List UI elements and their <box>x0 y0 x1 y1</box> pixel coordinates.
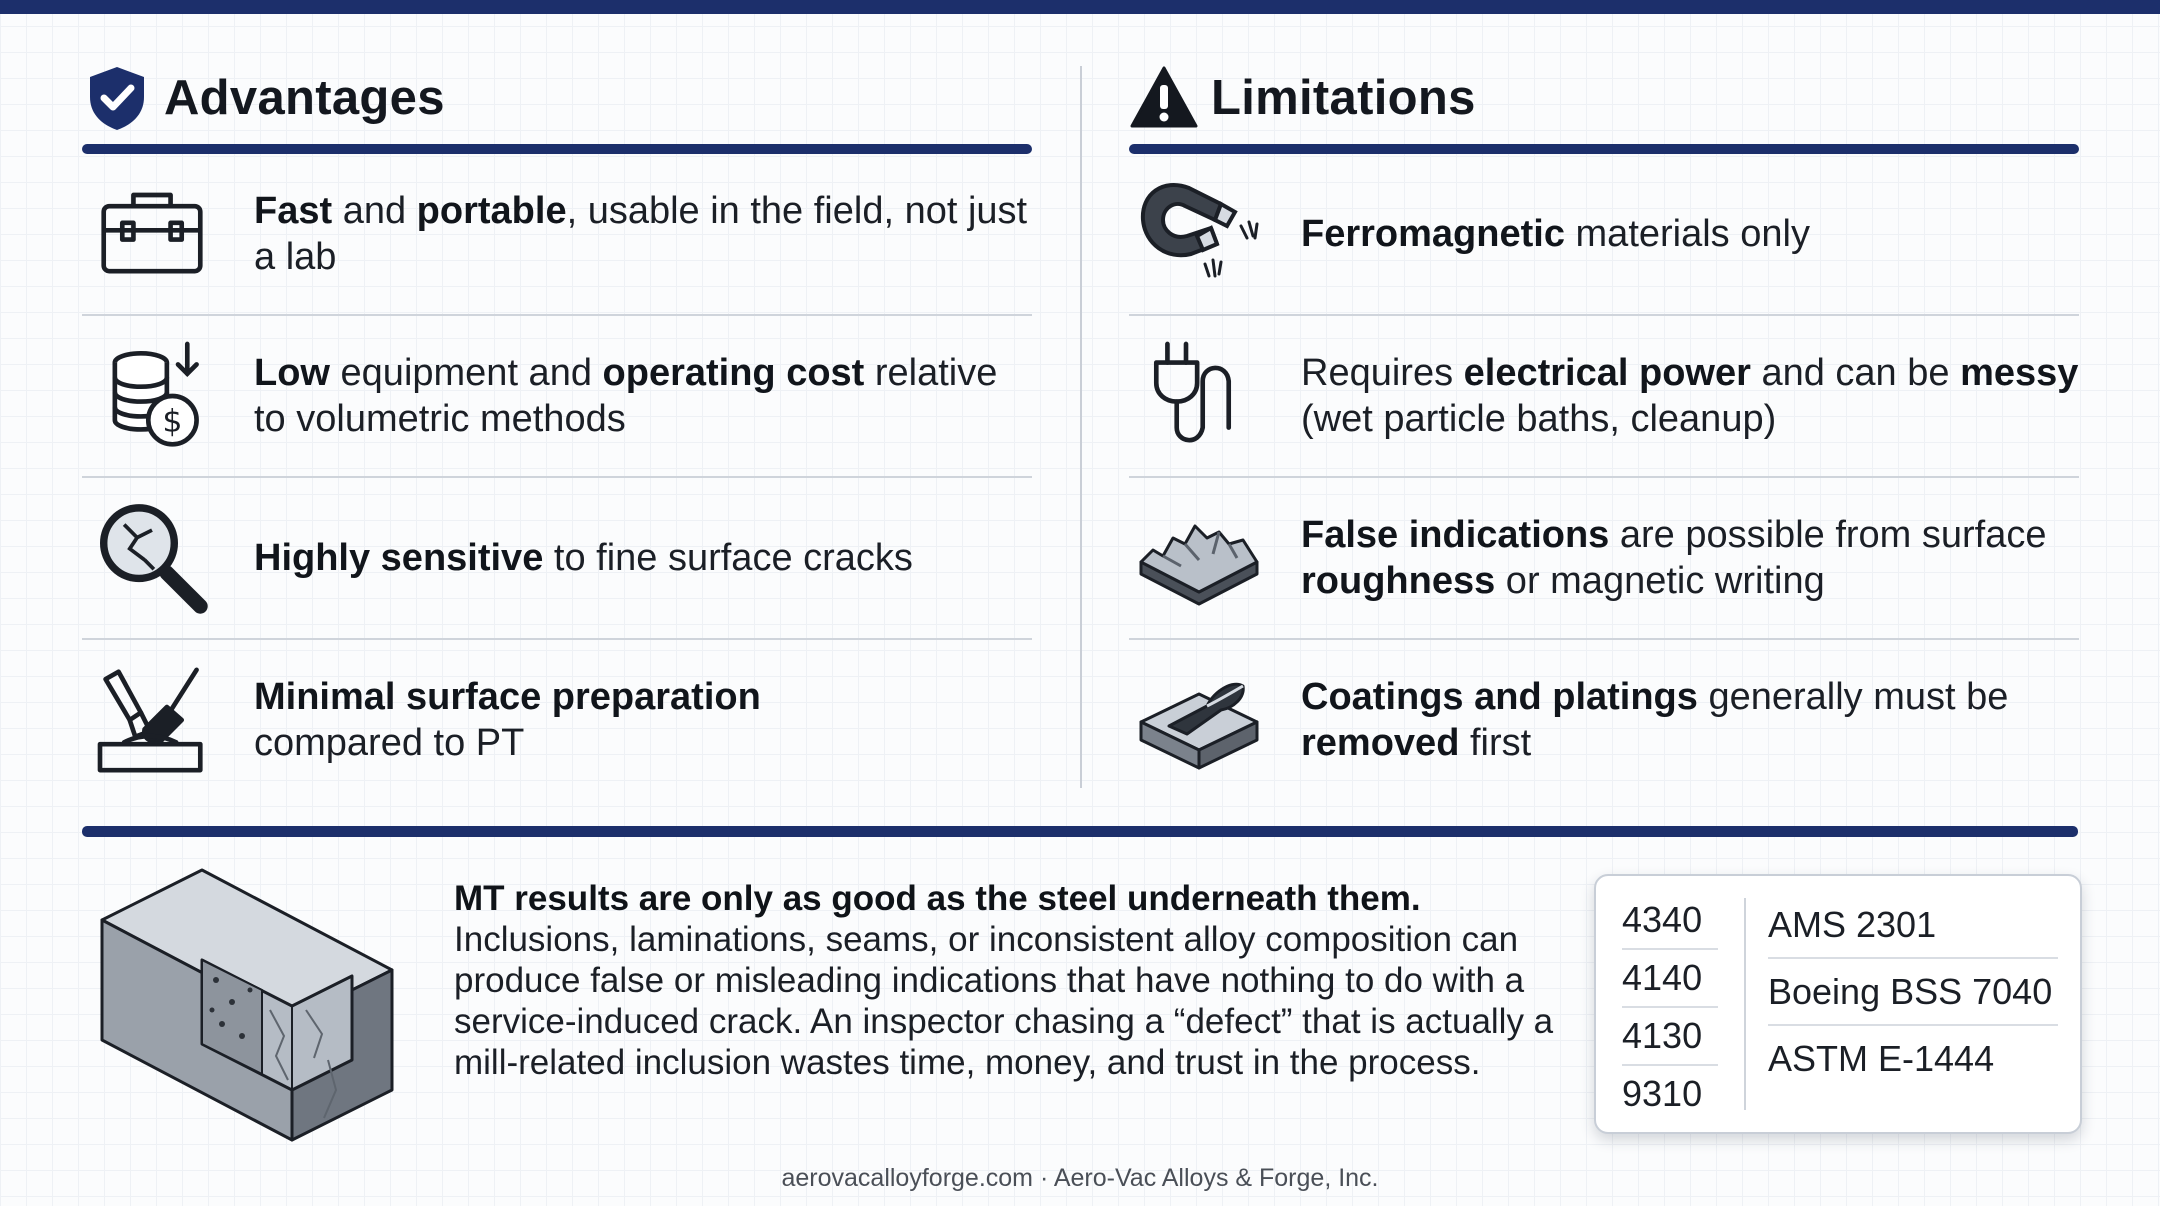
advantage-item <box>82 154 1032 316</box>
coating-peel-icon <box>1129 650 1269 790</box>
section-divider-bar <box>82 826 2078 837</box>
advantage-text: Fast and portable, usable in the field, not just a lab <box>254 190 1028 278</box>
rough-surface-icon <box>1129 488 1269 628</box>
magnifier-crack-icon <box>82 488 222 628</box>
advantage-text: Low equipment and operating cost relative to volumetric methods <box>254 352 998 440</box>
spec-standard: ASTM E-1444 <box>1768 1038 1995 1079</box>
advantage-item <box>82 478 1032 640</box>
limitations-underline <box>1129 144 2079 154</box>
spec-list <box>1768 892 2058 1091</box>
callout-paragraph <box>454 878 1574 1083</box>
limitation-text: Ferromagnetic materials only <box>1301 213 1810 255</box>
power-plug-icon <box>1129 326 1269 466</box>
brush-scraper-icon <box>82 650 222 790</box>
spec-card-divider <box>1744 898 1746 1110</box>
toolbox-icon <box>82 164 222 304</box>
footer-credit: aerovacalloyforge.com · Aero-Vac Alloys & Forge, Inc. <box>781 1164 1379 1192</box>
advantage-text: Minimal surface preparation compared to PT <box>254 676 761 764</box>
advantage-item <box>82 640 1032 800</box>
limitation-text: Requires electrical power and can be messy (wet particle baths, cleanup) <box>1301 352 2079 440</box>
limitations-header <box>1129 52 2079 144</box>
magnet-icon <box>1129 164 1269 304</box>
steel-block-illustration <box>92 860 412 1150</box>
advantage-text: Highly sensitive to fine surface cracks <box>254 537 913 579</box>
limitations-column <box>1129 52 2079 800</box>
limitation-text: Coatings and platings generally must be removed first <box>1301 676 2009 764</box>
advantages-title: Advantages <box>164 71 445 125</box>
svg-text:$: $ <box>162 403 183 440</box>
alloy-list <box>1622 892 1718 1122</box>
callout-lead: MT results are only as good as the steel underneath them. <box>454 879 1421 918</box>
top-accent-bar <box>0 0 2160 14</box>
limitation-text: False indications are possible from surface roughness or magnetic writing <box>1301 514 2047 602</box>
warning-triangle-icon <box>1129 63 1199 133</box>
advantages-column <box>82 52 1032 800</box>
advantages-header <box>82 52 1032 144</box>
column-divider <box>1080 66 1082 788</box>
limitation-item <box>1129 640 2079 800</box>
alloy-grade: 4140 <box>1622 950 1718 1008</box>
limitation-item <box>1129 316 2079 478</box>
limitations-title: Limitations <box>1211 71 1476 125</box>
shield-check-icon <box>82 63 152 133</box>
spec-standard: AMS 2301 <box>1768 892 2058 959</box>
coins-cost-icon <box>82 326 222 466</box>
spec-standard: Boeing BSS 7040 <box>1768 959 2058 1026</box>
limitation-item <box>1129 478 2079 640</box>
callout-body: Inclusions, laminations, seams, or inconsistent alloy composition can produce false or misleading indications that have nothing to do with a service-induced crack. An inspector chasing a “defect” that is actually a mill-related inclusion wastes time, money, and trust in the process. <box>454 920 1554 1082</box>
advantage-item <box>82 316 1032 478</box>
advantages-underline <box>82 144 1032 154</box>
alloy-grade: 4340 <box>1622 892 1718 950</box>
alloy-grade: 9310 <box>1622 1073 1703 1114</box>
limitation-item <box>1129 154 2079 316</box>
spec-card <box>1594 874 2082 1134</box>
alloy-grade: 4130 <box>1622 1008 1718 1066</box>
